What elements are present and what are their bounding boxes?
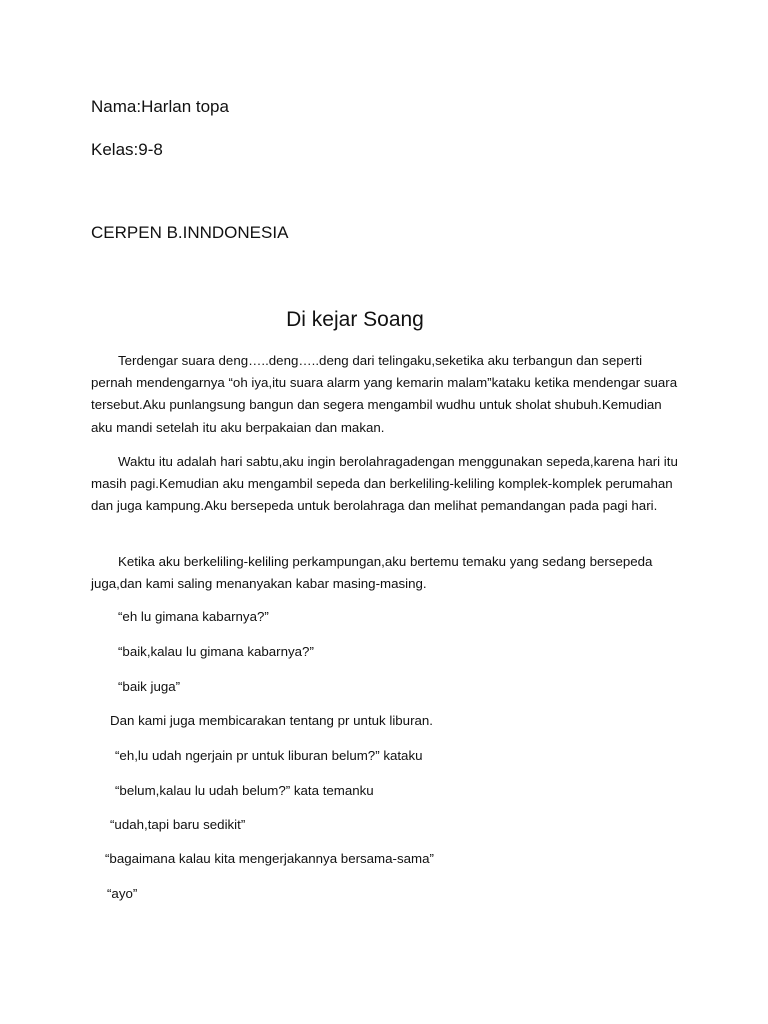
student-class-line: Kelas:9-8 (91, 140, 163, 159)
dialog-line: “eh lu gimana kabarnya?” (118, 609, 269, 624)
assignment-type-line: CERPEN B.INNDONESIA (91, 223, 289, 242)
dialog-line: “baik juga” (118, 679, 181, 694)
story-paragraph: Waktu itu adalah hari sabtu,aku ingin berolahragadengan menggunakan sepeda,karena hari itu masih pagi.Kemudian aku mengambil sepeda dan berkeliling-keliling komplek-komplek perumahan dan juga kampung.Aku bersepeda untuk berolahraga dan melihat pemandangan pada pagi hari. (91, 454, 678, 514)
story-paragraph: Terdengar suara deng…..deng…..deng dari telingaku,seketika aku terbangun dan seperti pernah mendengarnya “oh iya,itu suara alarm yang kemarin malam”kataku ketika mendengar suara tersebut.Aku punlangsung bangun dan segera mengambil wudhu untuk sholat shubuh.Kemudian aku mandi setelah itu aku berpakaian dan makan. (91, 353, 678, 435)
dialog-line: “baik,kalau lu gimana kabarnya?” (118, 644, 314, 659)
story-paragraph: Ketika aku berkeliling-keliling perkampungan,aku bertemu temaku yang sedang bersepeda juga,dan kami saling menanyakan kabar masing-masing. (91, 554, 653, 592)
dialog-line: “udah,tapi baru sedikit” (110, 817, 246, 832)
student-name-line: Nama:Harlan topa (91, 97, 229, 116)
story-title: Di kejar Soang (286, 308, 424, 331)
dialog-line: “ayo” (107, 886, 138, 901)
dialog-line: “bagaimana kalau kita mengerjakannya bersama-sama” (105, 851, 434, 866)
dialog-line: “belum,kalau lu udah belum?” kata temanku (115, 783, 374, 798)
narration-line: Dan kami juga membicarakan tentang pr untuk liburan. (110, 713, 433, 728)
dialog-line: “eh,lu udah ngerjain pr untuk liburan belum?” kataku (115, 748, 423, 763)
